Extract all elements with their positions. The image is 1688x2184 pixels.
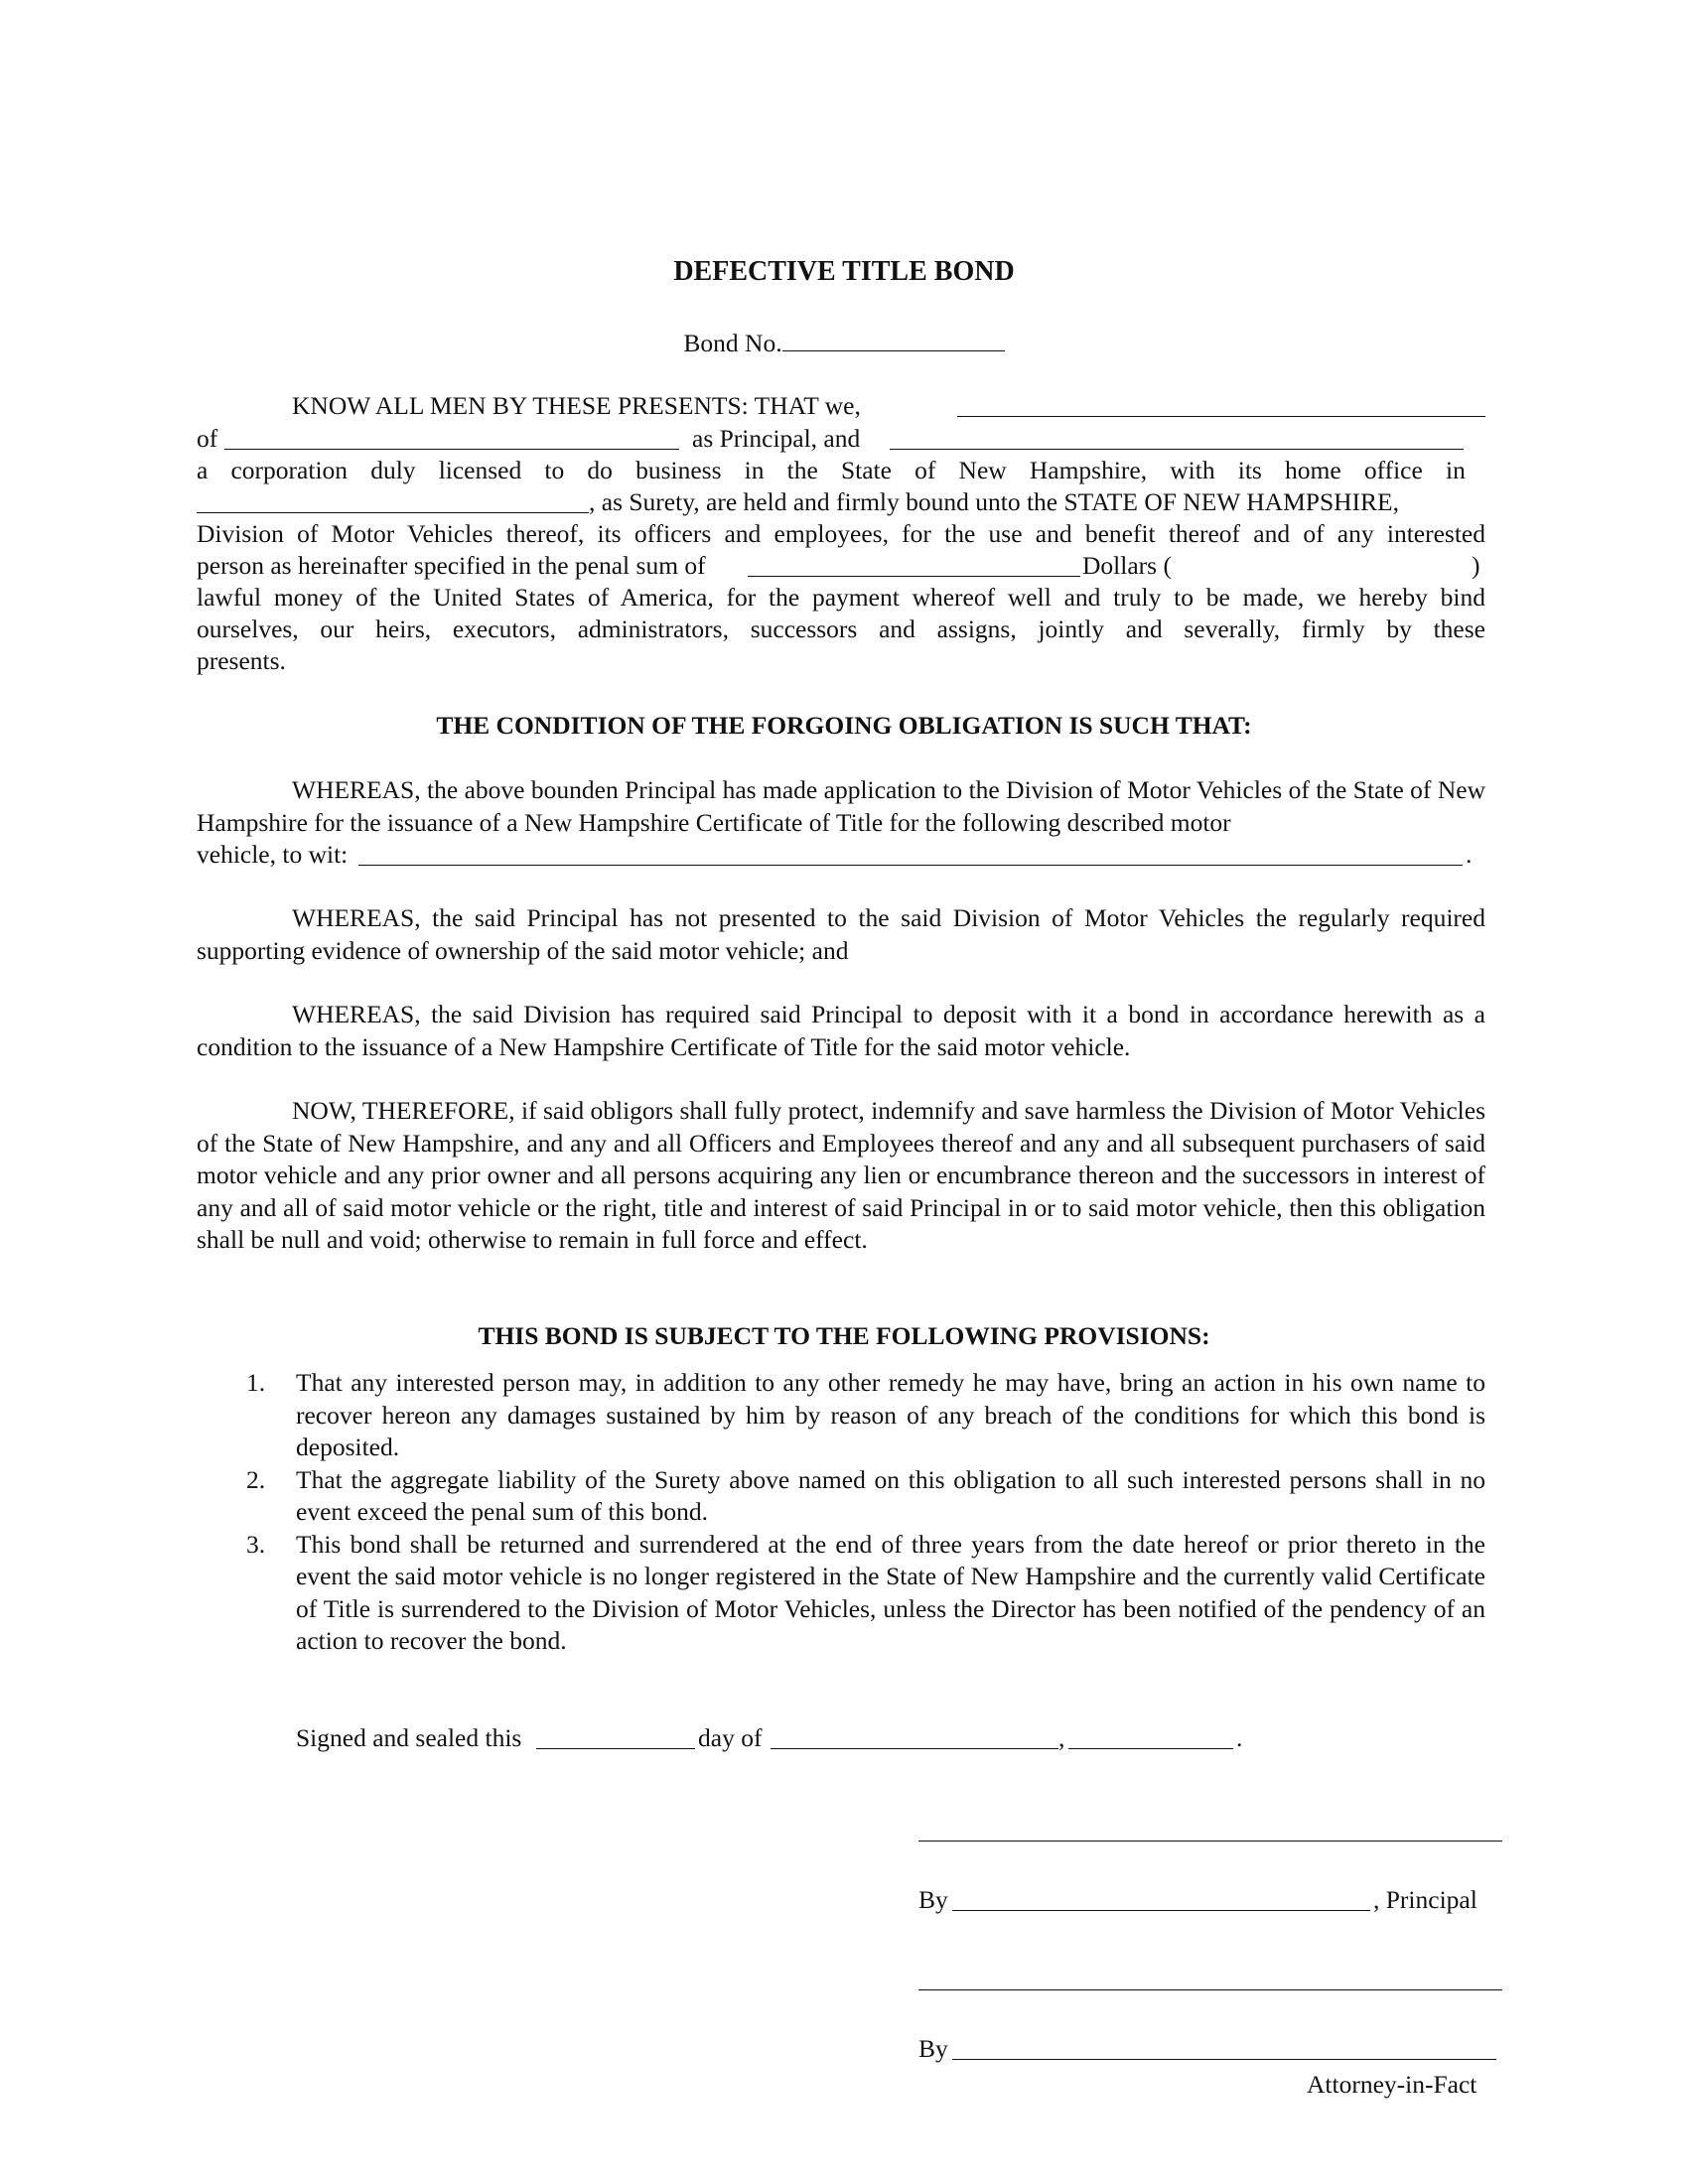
now-therefore-paragraph bbox=[197, 1095, 1485, 1257]
penal-sum-label: person as hereinafter specified in the penal sum of bbox=[197, 551, 706, 580]
day-of-label: day of bbox=[698, 1723, 763, 1752]
attorney-in-fact-label: Attorney-in-Fact bbox=[1307, 2070, 1477, 2099]
signed-month-field[interactable] bbox=[771, 1722, 1058, 1749]
provision-text: That any interested person may, in addition to any other remedy he may have, bring an action in his own name to recover hereon any damages sustained by him by reason of any breach of the conditions for which this bond is deposited. bbox=[296, 1368, 1485, 1461]
whereas-2-text: WHEREAS, the said Principal has not presented to the said Division of Motor Vehicles the regularly required supporting evidence of ownership of the said motor vehicle; and bbox=[197, 903, 1485, 965]
intro-line-3-word: office bbox=[1363, 456, 1423, 484]
intro-line-2 bbox=[197, 423, 1485, 456]
whereas-paragraph-3 bbox=[197, 999, 1485, 1063]
provision-text: This bond shall be returned and surrendered at the end of three years from the date hereof or prior thereto in the event the said motor vehicle is no longer registered in the State of New Hampshire and the currently valid Certificate of Title is surrendered to the Division of Motor Vehicles, unless the Director has been notified of the pendency of an action to recover the bond. bbox=[296, 1529, 1485, 1655]
surety-home-office-field[interactable] bbox=[197, 486, 589, 513]
provision-number: 3. bbox=[246, 1529, 266, 1559]
vehicle-description-field[interactable] bbox=[358, 839, 1463, 866]
provision-number: 2. bbox=[246, 1464, 266, 1494]
to-wit-period: . bbox=[1466, 840, 1473, 869]
intro-line-7: lawful money of the United States of America, for the payment whereof well and truly to be made, we hereby bind bbox=[197, 583, 1485, 612]
intro-line-3-word: State bbox=[840, 456, 892, 484]
intro-line-3-word: to bbox=[544, 456, 565, 484]
intro-line-3-word: business bbox=[635, 456, 722, 484]
intro-line-3-word: in bbox=[1445, 456, 1466, 484]
intro-line-3-word: the bbox=[786, 456, 818, 484]
intro-line-3-word: do bbox=[587, 456, 613, 484]
intro-line-3-word: with bbox=[1170, 456, 1215, 484]
provision-item-1 bbox=[246, 1367, 1485, 1464]
bond-number-line bbox=[0, 325, 1688, 360]
intro-line-1 bbox=[197, 390, 1485, 423]
surety-name-field[interactable] bbox=[890, 423, 1464, 450]
intro-line-4 bbox=[197, 486, 1485, 519]
principal-address-field[interactable] bbox=[224, 423, 679, 450]
intro-line-3 bbox=[197, 455, 1466, 487]
whereas-paragraph-2 bbox=[197, 902, 1485, 967]
intro-line-3-word: its bbox=[1237, 456, 1262, 484]
bond-number-field[interactable] bbox=[782, 325, 1005, 351]
principal-name-field[interactable] bbox=[957, 390, 1485, 417]
to-wit-label: vehicle, to wit: bbox=[197, 840, 349, 869]
intro-line-3-word: Hampshire, bbox=[1029, 456, 1148, 484]
intro-line-3-word: home bbox=[1285, 456, 1341, 484]
attorney-by-line bbox=[918, 2033, 1514, 2066]
bond-number-label: Bond No. bbox=[683, 329, 782, 357]
condition-heading: THE CONDITION OF THE FORGOING OBLIGATION IS SUCH THAT: bbox=[436, 711, 1252, 740]
signed-year-field[interactable] bbox=[1068, 1722, 1233, 1749]
document-title: DEFECTIVE TITLE BOND bbox=[673, 256, 1015, 287]
whereas-1-text: WHEREAS, the above bounden Principal has made application to the Division of Motor Vehicles of the State of New Hampshire for the issuance of a New Hampshire Certificate of Title for the following described motor bbox=[197, 775, 1485, 837]
provision-number: 1. bbox=[246, 1368, 266, 1397]
provision-item-2 bbox=[246, 1464, 1485, 1529]
provisions-heading: THIS BOND IS SUBJECT TO THE FOLLOWING PROVISIONS: bbox=[478, 1321, 1210, 1350]
signed-comma: , bbox=[1058, 1723, 1065, 1752]
now-therefore-text: NOW, THEREFORE, if said obligors shall fully protect, indemnify and save harmless the Division of Motor Vehicles of the State of New Hampshire, and any and all Officers and Employees thereof and any and all subsequent purchasers of said motor vehicle and any prior owner and all persons acquiring any lien or encumbrance thereon and the successors in interest of any and all of said motor vehicle or the right, title and interest of said Principal in or to said motor vehicle, then this obligation shall be null and void; otherwise to remain in full force and effect. bbox=[197, 1096, 1485, 1254]
principal-by-field[interactable] bbox=[952, 1884, 1370, 1911]
principal-signature-line[interactable] bbox=[918, 1841, 1502, 1842]
surety-signature-line[interactable] bbox=[918, 1989, 1502, 1990]
by-label-1: By bbox=[918, 1885, 948, 1914]
signed-label: Signed and sealed this bbox=[296, 1723, 522, 1752]
intro-line-3-word: New bbox=[958, 456, 1007, 484]
attorney-by-field[interactable] bbox=[952, 2033, 1496, 2060]
intro-line-5: Division of Motor Vehicles thereof, its officers and employees, for the use and benefit thereof and of any interested bbox=[197, 519, 1485, 548]
whereas-3-text: WHEREAS, the said Division has required said Principal to deposit with it a bond in accordance herewith as a condition to the issuance of a New Hampshire Certificate of Title for the said motor vehicle. bbox=[197, 1000, 1485, 1061]
provisions-list bbox=[246, 1367, 1485, 1658]
penal-sum-words-field[interactable] bbox=[748, 550, 1080, 577]
intro-lead: KNOW ALL MEN BY THESE PRESENTS: THAT we, bbox=[292, 391, 861, 420]
of-label: of bbox=[197, 424, 218, 453]
close-paren: ) bbox=[1472, 551, 1480, 580]
intro-line-9: presents. bbox=[197, 646, 286, 675]
provision-item-3 bbox=[246, 1529, 1485, 1658]
intro-line-3-word: licensed bbox=[438, 456, 522, 484]
intro-line-3-word: corporation bbox=[230, 456, 349, 484]
principal-by-line bbox=[918, 1884, 1514, 1917]
signed-period: . bbox=[1236, 1723, 1243, 1752]
principal-label: , Principal bbox=[1373, 1885, 1477, 1914]
as-principal-label: as Principal, and bbox=[692, 424, 861, 453]
signed-sealed-line bbox=[296, 1722, 1289, 1755]
intro-line-6 bbox=[197, 550, 1485, 583]
by-label-2: By bbox=[918, 2034, 948, 2063]
as-surety-text: , as Surety, are held and firmly bound unto the STATE OF NEW HAMPSHIRE, bbox=[589, 487, 1399, 516]
dollars-label: Dollars ( bbox=[1082, 551, 1172, 580]
intro-line-3-word: of bbox=[914, 456, 936, 484]
signed-day-field[interactable] bbox=[536, 1722, 695, 1749]
intro-line-8: ourselves, our heirs, executors, administrators, successors and assigns, jointly and severally, firmly by these bbox=[197, 614, 1485, 643]
intro-line-3-word: a bbox=[197, 456, 209, 484]
intro-line-3-word: duly bbox=[370, 456, 416, 484]
whereas-1-wit-line bbox=[197, 839, 1485, 872]
provision-text: That the aggregate liability of the Surety above named on this obligation to all such interested persons shall in no event exceed the penal sum of this bond. bbox=[296, 1464, 1485, 1526]
whereas-paragraph-1 bbox=[197, 774, 1485, 839]
intro-line-3-word: in bbox=[744, 456, 765, 484]
